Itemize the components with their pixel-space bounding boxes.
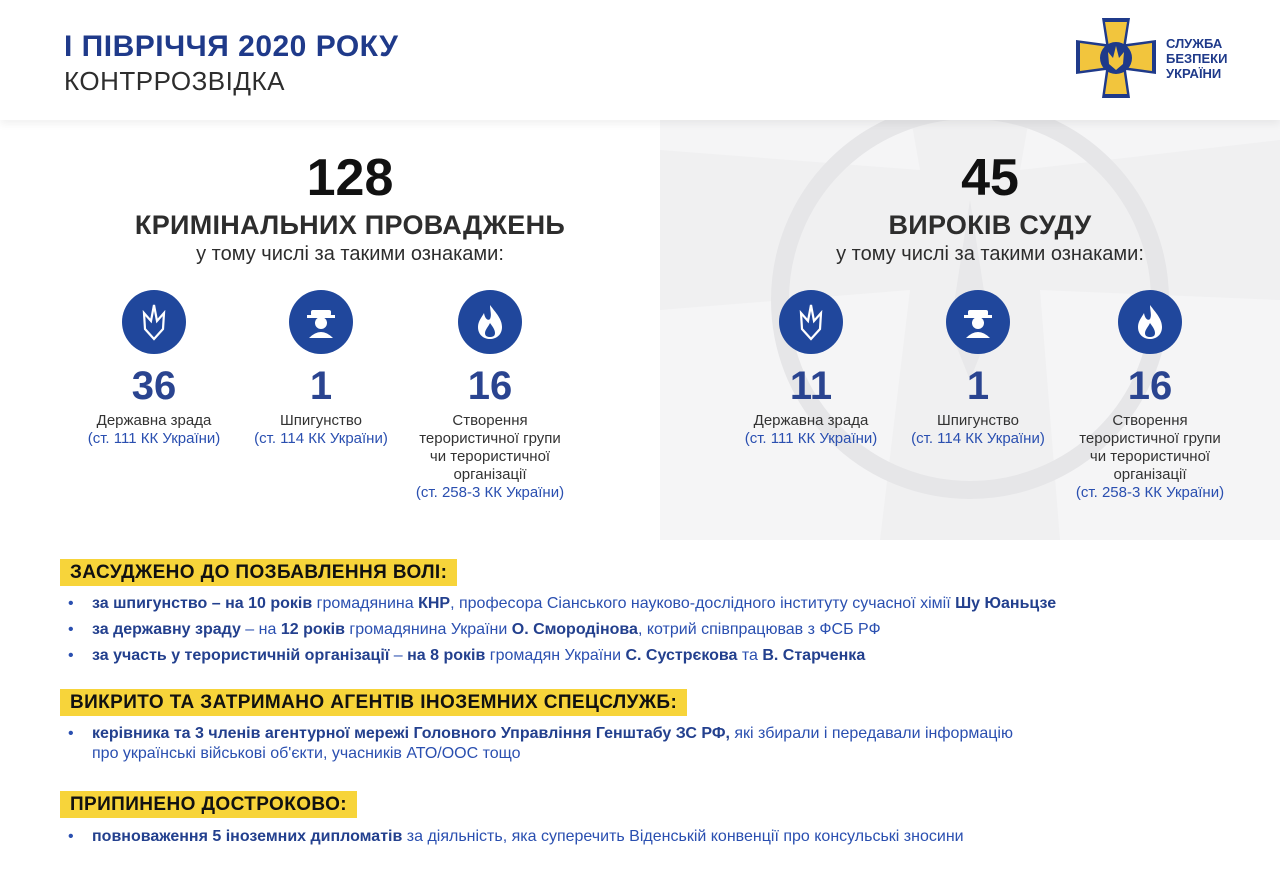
stat-label-line-1: Створення	[452, 412, 528, 429]
trident-icon	[122, 290, 186, 354]
stat-value: 36	[131, 364, 177, 408]
text: , котрий співпрацював з ФСБ РФ	[637, 621, 881, 638]
text-bold: за шпигунство – на 10 років	[92, 595, 313, 612]
stat-label-line-2: терористичної групи	[419, 430, 561, 447]
text-bold: на 8 років	[407, 647, 486, 664]
section-imprisoned	[60, 559, 457, 586]
stat-article: (ст. 258-3 КК України)	[415, 484, 565, 501]
page-title: І ПІВРІЧЧЯ 2020 РОКУ	[64, 30, 399, 63]
stat-article: (ст. 111 КК України)	[744, 430, 878, 447]
court-verdicts-sub: у тому числі за такими ознаками:	[836, 243, 1144, 265]
criminal-cases-label: КРИМІНАЛЬНИХ ПРОВАДЖЕНЬ	[134, 210, 566, 240]
stat-label: Державна зрада	[753, 412, 869, 429]
stat-label-line-1: Створення	[1112, 412, 1188, 429]
text: які збирали і передавали інформацію	[729, 725, 1013, 742]
section-heading: ПРИПИНЕНО ДОСТРОКОВО:	[60, 791, 357, 818]
section-terminated-early	[60, 791, 357, 818]
fire-icon	[1118, 290, 1182, 354]
criminal-cases-sub: у тому числі за такими ознаками:	[196, 243, 504, 265]
text: громадянина України	[344, 621, 512, 638]
stat-value: 11	[789, 364, 833, 408]
stat-label-line-4: організації	[453, 466, 527, 483]
logo-line-2: БЕЗПЕКИ	[1166, 51, 1228, 66]
bullet-dot: •	[68, 595, 74, 612]
stat-value: 16	[1127, 364, 1173, 408]
stat-right-terrorism	[1058, 290, 1242, 502]
text: –	[389, 647, 408, 664]
text: та	[737, 647, 763, 664]
page-subtitle: КОНТРРОЗВІДКА	[64, 66, 285, 96]
stat-label-line-2: терористичної групи	[1079, 430, 1221, 447]
page-header	[0, 0, 1280, 120]
section-heading: ВИКРИТО ТА ЗАТРИМАНО АГЕНТІВ ІНОЗЕМНИХ СПЕЦСЛУЖБ:	[60, 689, 687, 716]
text: про українські військові об'єкти, учасників АТО/ООС тощо	[92, 745, 521, 762]
stat-right-espionage	[898, 290, 1058, 448]
court-verdicts-block	[740, 150, 1240, 266]
stat-label: Шпигунство	[279, 412, 363, 429]
spy-icon	[946, 290, 1010, 354]
stat-label-line-3: чи терористичної	[1089, 448, 1211, 465]
text: громадянина	[312, 595, 419, 612]
text: – на	[240, 621, 281, 638]
text-bold: повноваження 5 іноземних дипломатів	[92, 828, 403, 845]
text-bold: КНР	[418, 595, 451, 612]
logo-line-3: УКРАЇНИ	[1166, 66, 1222, 81]
text-bold: керівника та 3 членів агентурної мережі Головного Управління Генштабу ЗС РФ,	[92, 725, 730, 742]
text-bold: С. Сустрєкова	[625, 647, 738, 664]
stat-article: (ст. 114 КК України)	[254, 430, 388, 447]
stat-label-line-3: чи терористичної	[429, 448, 551, 465]
bullet-dot: •	[68, 828, 74, 845]
stat-left-espionage	[241, 290, 401, 448]
court-verdicts-label: ВИРОКІВ СУДУ	[888, 210, 1092, 240]
stat-value: 1	[966, 364, 990, 408]
text-bold: О. Смородінова	[511, 621, 638, 638]
stat-article: (ст. 258-3 КК України)	[1075, 484, 1225, 501]
text: громадян України	[485, 647, 626, 664]
stat-value: 16	[467, 364, 513, 408]
section-agents-detained	[60, 689, 687, 716]
stat-label: Державна зрада	[96, 412, 212, 429]
stat-left-terrorism	[398, 290, 582, 502]
stat-label-line-4: організації	[1113, 466, 1187, 483]
stat-article: (ст. 114 КК України)	[911, 430, 1045, 447]
stat-article: (ст. 111 КК України)	[87, 430, 221, 447]
text-bold: за участь у терористичній організації	[92, 647, 390, 664]
bullet-dot: •	[68, 621, 74, 638]
court-verdicts-number: 45	[961, 149, 1019, 207]
section-heading: ЗАСУДЖЕНО ДО ПОЗБАВЛЕННЯ ВОЛІ:	[60, 559, 457, 586]
stat-right-treason	[731, 290, 891, 448]
text-bold: 12 років	[280, 621, 345, 638]
stat-value: 1	[309, 364, 333, 408]
criminal-cases-block	[100, 150, 600, 266]
bullet-dot: •	[68, 725, 74, 742]
text: за діяльність, яка суперечить Віденській конвенції про консульські зносини	[402, 828, 964, 845]
text-bold: Шу Юаньцзе	[955, 595, 1057, 612]
logo-line-1: СЛУЖБА	[1166, 36, 1223, 51]
text-bold: за державну зраду	[92, 621, 241, 638]
stat-label: Шпигунство	[936, 412, 1020, 429]
criminal-cases-number: 128	[306, 149, 394, 207]
text-bold: В. Старченка	[762, 647, 866, 664]
bullet-dot: •	[68, 647, 74, 664]
logo-text	[1166, 36, 1227, 81]
spy-icon	[289, 290, 353, 354]
text: , професора Сіанського науково-дослідного інституту сучасної хімії	[450, 595, 956, 612]
fire-icon	[458, 290, 522, 354]
stat-left-treason	[74, 290, 234, 448]
trident-icon	[779, 290, 843, 354]
sbu-logo-icon	[1076, 18, 1156, 98]
